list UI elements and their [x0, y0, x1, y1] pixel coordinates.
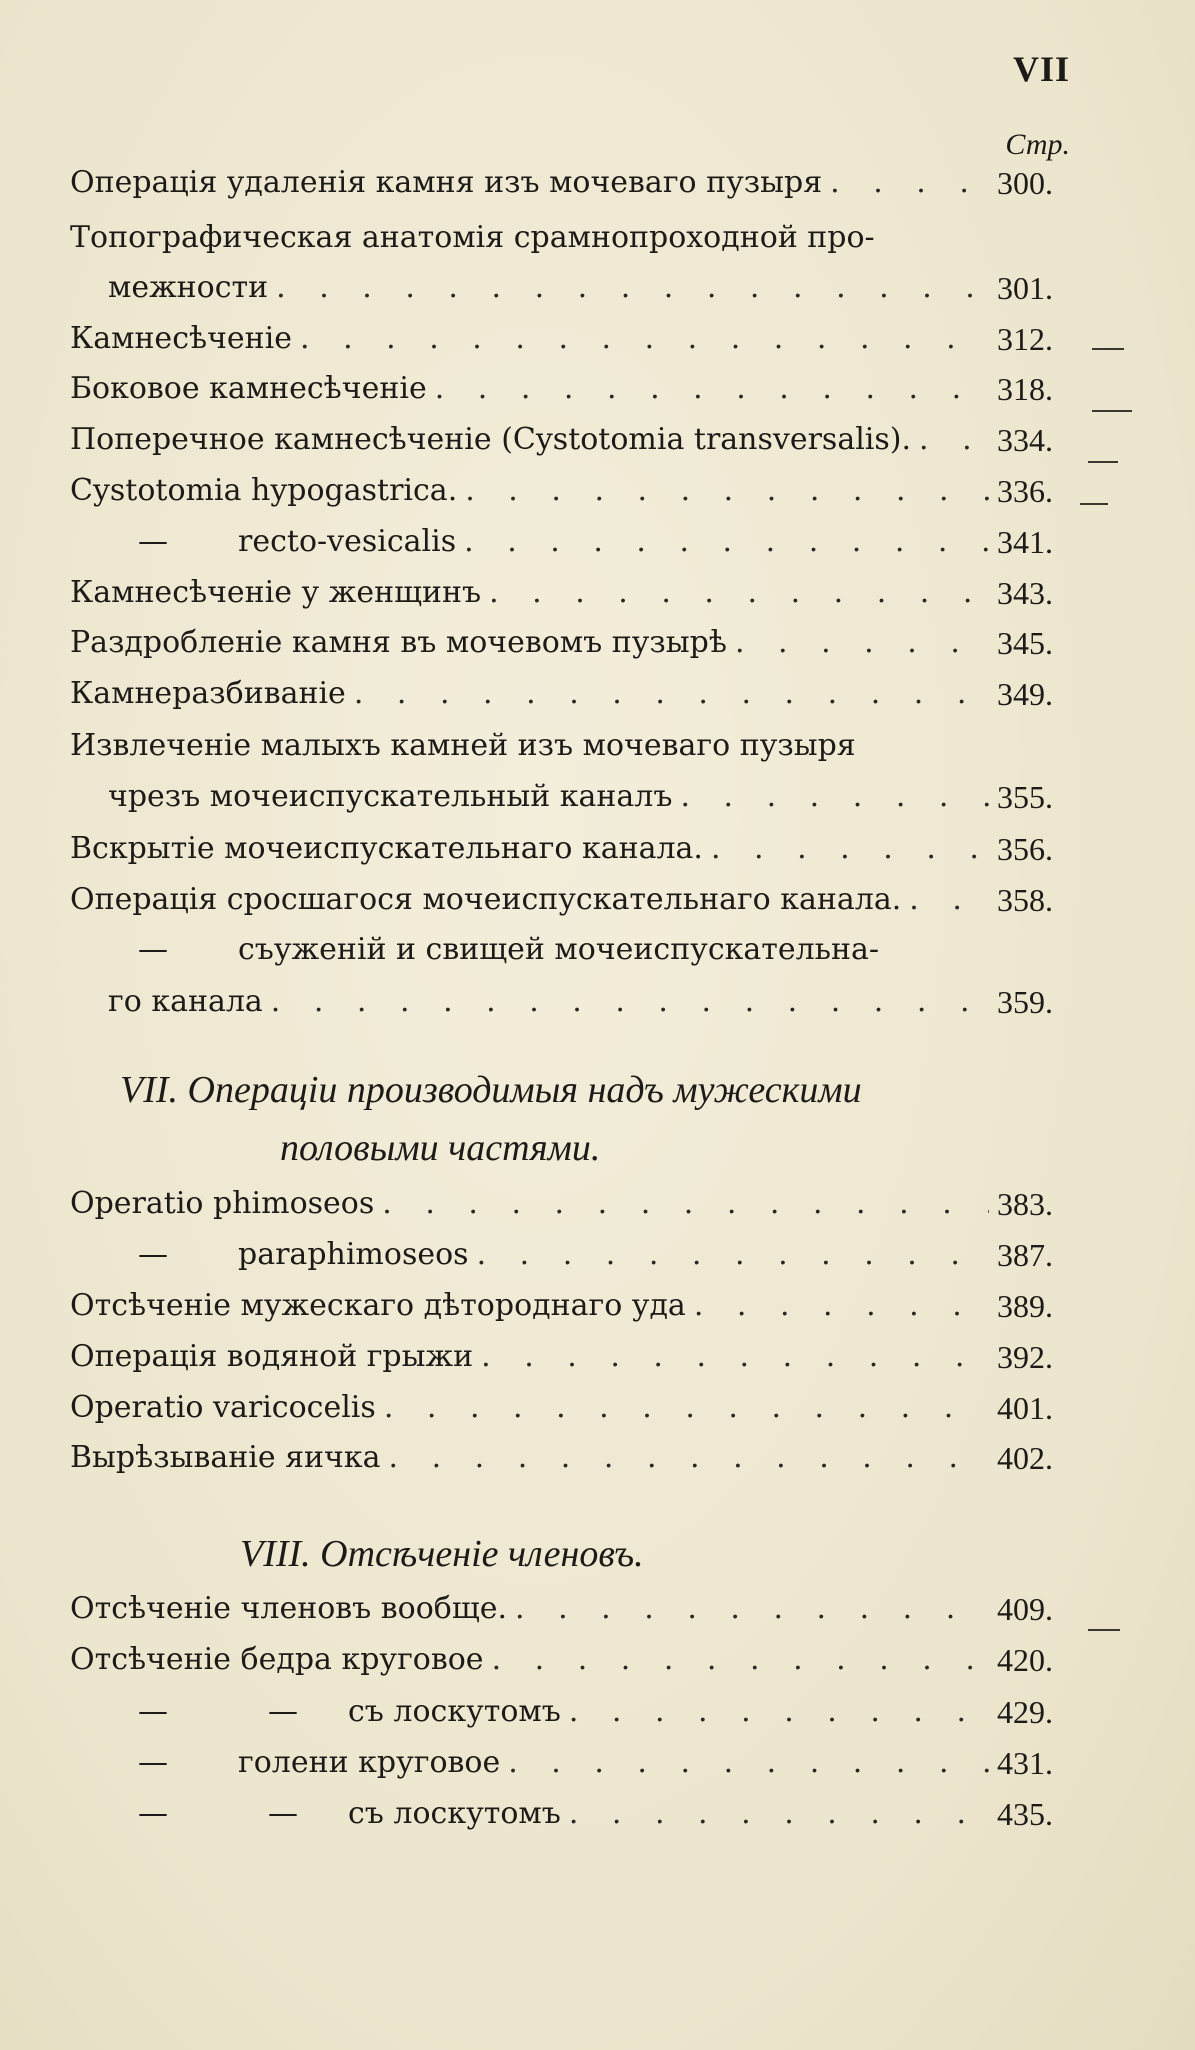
toc-entry-text: paraphimoseos: [238, 1237, 469, 1272]
toc-page-number: 431.: [997, 1745, 1053, 1781]
toc-page-number: 349.: [997, 676, 1053, 712]
toc-entry-title: [70, 420, 911, 460]
toc-page-number: 343.: [997, 575, 1053, 611]
toc-entry-title: [70, 777, 672, 817]
dot-leader: [489, 573, 989, 613]
toc-entry-title: [70, 573, 481, 613]
dot-leader: [735, 623, 989, 663]
toc-entry-title: [70, 1337, 473, 1377]
toc-page-number: 383.: [997, 1186, 1053, 1222]
toc-entry: [70, 471, 1075, 511]
toc-entry-text: межности: [108, 270, 269, 305]
toc-entry-title: [70, 268, 268, 308]
toc-entry: [70, 522, 1075, 562]
dot-leader: [300, 319, 989, 359]
toc-entry-title: [70, 1184, 374, 1224]
margin-mark: [1080, 503, 1108, 505]
toc-entry-title: [70, 1589, 507, 1629]
toc-entry-text: съ лоскутомъ: [348, 1694, 561, 1729]
toc-entry-title: [70, 829, 703, 869]
toc-entry-text: Отсѣченіе мужескаго дѣтороднаго уда: [70, 1288, 686, 1323]
toc-entry: [70, 1438, 1075, 1478]
toc-entry-text: Топографическая анатомія срамнопроходной про-: [70, 220, 875, 255]
toc-entry: [70, 218, 1075, 258]
toc-page-number: 345.: [997, 625, 1053, 661]
toc-entry-title: [70, 1743, 500, 1783]
toc-page-number: 318.: [997, 371, 1053, 407]
margin-mark: [1092, 348, 1124, 350]
toc-entry: [70, 982, 1075, 1022]
dot-leader: [569, 1794, 989, 1834]
toc-page-number: 359.: [997, 984, 1053, 1020]
toc-entry-title: [70, 1235, 469, 1275]
toc-page-number: 355.: [997, 779, 1053, 815]
dot-leader: [492, 1640, 989, 1680]
ditto-dash: —: [138, 1694, 168, 1729]
toc-entry: [70, 623, 1075, 663]
toc-entry-text: Вскрытіе мочеиспускательнаго канала.: [70, 831, 703, 866]
dot-leader: [909, 880, 989, 920]
toc-entry: [70, 1184, 1075, 1224]
toc-entry-text: Камнесѣченіе у женщинъ: [70, 575, 482, 610]
dot-leader: [382, 1184, 989, 1224]
toc-entry-text: Камнесѣченіе: [70, 321, 293, 356]
toc-entry-title: [70, 1286, 686, 1326]
toc-entry-title: [70, 319, 292, 359]
dot-leader: [680, 777, 989, 817]
toc-entry-text: Боковое камнесѣченіе: [70, 371, 427, 406]
toc-page-number: 409.: [997, 1591, 1053, 1627]
toc-entry-title: [70, 726, 856, 766]
toc-entry-text: Операція сросшагося мочеиспускательнаго канала.: [70, 882, 902, 917]
toc-entry-title: [70, 1794, 561, 1834]
toc-entry-text: чрезъ мочеиспускательный каналъ: [108, 779, 673, 814]
toc-entry: [70, 163, 1075, 203]
toc-page-number: 334.: [997, 422, 1053, 458]
section-heading: VIII. Отсѣченіе членовъ.: [240, 1533, 644, 1575]
toc-entry-text: Operatio varicocelis: [70, 1390, 376, 1425]
toc-entry: [70, 829, 1075, 869]
toc-entry-title: [70, 1438, 381, 1478]
toc-page-number: 312.: [997, 321, 1053, 357]
margin-mark: [1088, 461, 1118, 463]
toc-entry: [70, 420, 1075, 460]
toc-entry-title: [70, 471, 457, 511]
toc-entry: [70, 880, 1075, 920]
toc-entry: [70, 1337, 1075, 1377]
toc-entry-title: [70, 1692, 561, 1732]
toc-entry-text: Операція водяной грыжи: [70, 1339, 474, 1374]
margin-mark: [1088, 1629, 1120, 1631]
toc-page-number: 301.: [997, 270, 1053, 306]
toc-page-number: 336.: [997, 473, 1053, 509]
dot-leader: [384, 1388, 989, 1428]
toc-page-number: 387.: [997, 1237, 1053, 1273]
toc-entry-text: го канала: [108, 984, 263, 1019]
dot-leader: [271, 982, 989, 1022]
toc-entry-title: [70, 163, 822, 203]
toc-entry-text: Отсѣченіе членовъ вообще.: [70, 1591, 508, 1626]
dot-leader: [711, 829, 989, 869]
dot-leader: [276, 268, 989, 308]
dot-leader: [435, 369, 989, 409]
toc-entry-text: Отсѣченіе бедра круговое: [70, 1642, 484, 1677]
toc-entry: [70, 930, 1075, 970]
toc-entry: [70, 777, 1075, 817]
toc-entry: [70, 674, 1075, 714]
toc-entry-title: [70, 1640, 484, 1680]
toc-entry-text: Извлеченіе малыхъ камней изъ мочеваго пузыря: [70, 728, 856, 763]
dot-leader: [694, 1286, 989, 1326]
page-number: VII: [1012, 49, 1070, 89]
ditto-dash: —: [138, 932, 168, 967]
dot-leader: [481, 1337, 989, 1377]
toc-entry: [70, 1794, 1075, 1834]
toc-page-number: 429.: [997, 1694, 1053, 1730]
dot-leader: [389, 1438, 989, 1478]
toc-entry-title: [70, 930, 879, 970]
toc-entry: [70, 1286, 1075, 1326]
margin-mark: [1092, 410, 1132, 412]
toc-entry-text: Раздробленіе камня въ мочевомъ пузырѣ: [70, 625, 727, 660]
toc-page-number: 402.: [997, 1440, 1053, 1476]
toc-entry-text: Operatio phimoseos: [70, 1186, 375, 1221]
dot-leader: [354, 674, 989, 714]
toc-page-number: 401.: [997, 1390, 1053, 1426]
toc-page-number: 435.: [997, 1796, 1053, 1832]
toc-entry-text: Cystotomia hypogastrica.: [70, 473, 458, 508]
dot-leader: [477, 1235, 989, 1275]
dot-leader: [515, 1589, 989, 1629]
dot-leader: [569, 1692, 989, 1732]
toc-page-number: 300.: [997, 165, 1053, 201]
toc-entry-text: Камнеразбиваніе: [70, 676, 346, 711]
toc-entry-title: [70, 623, 727, 663]
toc-entry: [70, 573, 1075, 613]
toc-page-number: 420.: [997, 1642, 1053, 1678]
dot-leader: [508, 1743, 989, 1783]
ditto-dash: —: [268, 1694, 298, 1729]
section-heading: VII. Операціи производимыя надъ мужескими: [120, 1069, 862, 1111]
toc-page-number: 389.: [997, 1288, 1053, 1324]
toc-page-number: 341.: [997, 524, 1053, 560]
toc-entry-text: recto-vesicalis: [238, 524, 457, 559]
toc-entry-title: [70, 1388, 376, 1428]
dot-leader: [830, 163, 989, 203]
toc-entry: [70, 319, 1075, 359]
section-heading-continued: половыми частями.: [280, 1127, 601, 1169]
ditto-dash: —: [138, 1745, 168, 1780]
toc-entry-text: голени круговое: [238, 1745, 501, 1780]
toc-entry: [70, 1743, 1075, 1783]
toc-entry-title: [70, 218, 875, 258]
toc-entry-text: съ лоскутомъ: [348, 1796, 561, 1831]
toc-entry-title: [70, 522, 456, 562]
toc-entry: [70, 1640, 1075, 1680]
toc-entry-text: Вырѣзываніе яичка: [70, 1440, 381, 1475]
ditto-dash: —: [268, 1796, 298, 1831]
toc-entry: [70, 1589, 1075, 1629]
ditto-dash: —: [138, 524, 168, 559]
toc-entry: [70, 1692, 1075, 1732]
toc-entry-text: Операція удаленія камня изъ мочеваго пузыря: [70, 165, 823, 200]
toc-entry-text: Поперечное камнесѣченіе (Cystotomia transversalis).: [70, 422, 912, 457]
dot-leader: [919, 420, 989, 460]
toc-entry-text: съуженій и свищей мочеиспускательна-: [238, 932, 880, 967]
toc-entry: [70, 726, 1075, 766]
toc-page-number: 356.: [997, 831, 1053, 867]
toc-entry-title: [70, 674, 346, 714]
toc-page-number: 358.: [997, 882, 1053, 918]
toc-page-number: 392.: [997, 1339, 1053, 1375]
page-column-header: Стр.: [1005, 128, 1070, 161]
ditto-dash: —: [138, 1237, 168, 1272]
ditto-dash: —: [138, 1796, 168, 1831]
toc-entry: [70, 1235, 1075, 1275]
dot-leader: [465, 471, 989, 511]
toc-entry-title: [70, 982, 263, 1022]
dot-leader: [464, 522, 989, 562]
toc-entry: [70, 1388, 1075, 1428]
toc-entry-title: [70, 880, 901, 920]
toc-entry: [70, 369, 1075, 409]
toc-entry: [70, 268, 1075, 308]
toc-entry-title: [70, 369, 427, 409]
